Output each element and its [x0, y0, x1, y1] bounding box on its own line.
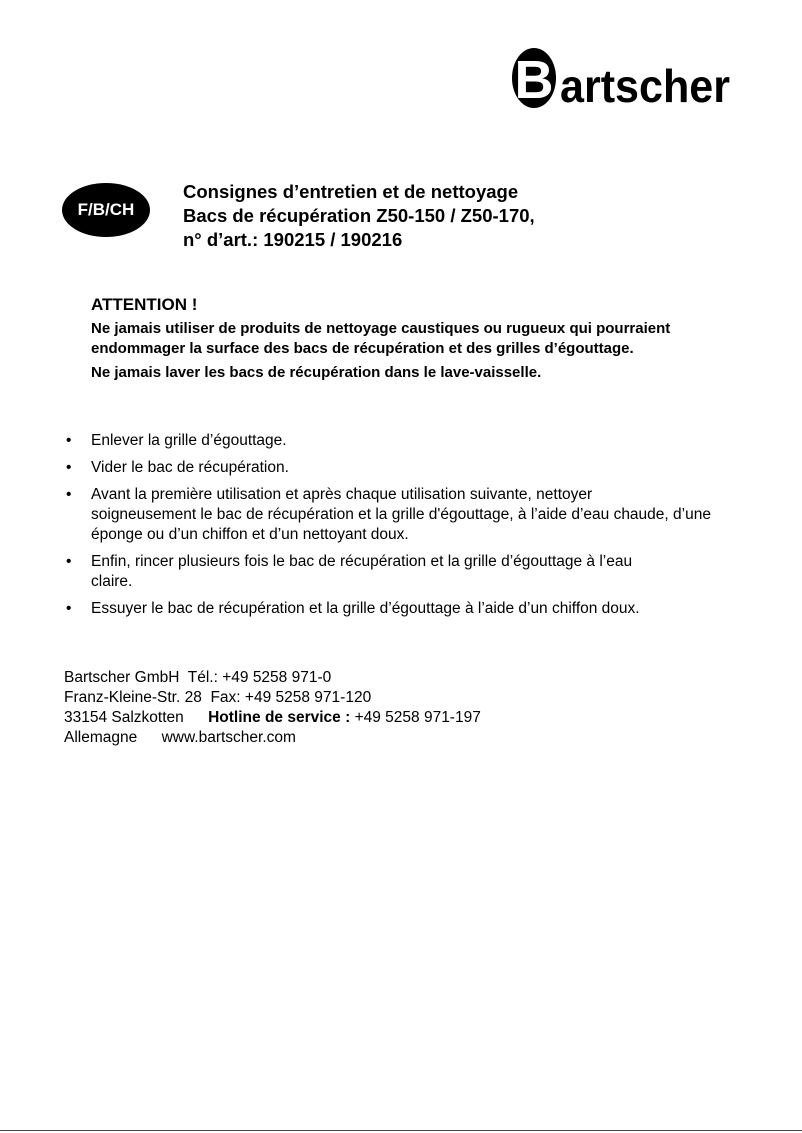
step-continuation: soigneusement le bac de récupération et la grille d'égouttage, à l’aide d’eau chaude, d’une éponge ou d’un chiffon et d’un nettoyant doux. [91, 506, 711, 543]
title-line-3: n° d’art.: 190215 / 190216 [183, 229, 403, 250]
list-item [63, 599, 713, 619]
fax-number: Fax: +49 5258 971-120 [210, 689, 372, 706]
attention-warning [91, 294, 711, 383]
step-text: Enfin, rincer plusieurs fois le bac de récupération et la grille d’égouttage à l’eau [91, 553, 633, 570]
list-item [63, 458, 713, 478]
website-link[interactable]: www.bartscher.com [161, 729, 296, 746]
title-line-1: Consignes d’entretien et de nettoyage [183, 181, 519, 202]
step-text: Vider le bac de récupération. [91, 459, 289, 476]
attention-paragraph-1: Ne jamais utiliser de produits de nettoyage caustiques ou rugueux qui pourraient endommager la surface des bacs de récupération et des grilles d’égouttage. [91, 320, 671, 357]
language-badge [62, 183, 150, 237]
list-item [63, 485, 713, 545]
attention-heading: ATTENTION ! [91, 295, 198, 314]
list-item [63, 431, 713, 451]
step-continuation: claire. [91, 573, 133, 590]
step-text: Enlever la grille d’égouttage. [91, 432, 287, 449]
contact-block [64, 668, 481, 748]
company-name: Bartscher GmbH [64, 669, 180, 686]
step-text: Essuyer le bac de récupération et la grille d’égouttage à l’aide d’un chiffon doux. [91, 600, 640, 617]
logo-text: artscher [560, 60, 731, 112]
cleaning-steps-list [63, 431, 713, 626]
language-badge-label: F/B/CH [77, 200, 135, 219]
bartscher-logo [510, 40, 732, 112]
phone-number: Tél.: +49 5258 971-0 [187, 669, 332, 686]
step-text: Avant la première utilisation et après chaque utilisation suivante, nettoyer [91, 486, 593, 503]
hotline-number: +49 5258 971-197 [354, 709, 481, 726]
logo-letter: B [514, 50, 554, 110]
attention-paragraph-2: Ne jamais laver les bacs de récupération dans le lave-vaisselle. [91, 364, 542, 381]
document-title [183, 180, 535, 252]
street-address: Franz-Kleine-Str. 28 [64, 689, 202, 706]
title-line-2: Bacs de récupération Z50-150 / Z50-170, [183, 205, 535, 226]
page-bottom-rule [0, 1130, 802, 1131]
hotline-label: Hotline de service : [208, 709, 351, 726]
city: 33154 Salzkotten [64, 709, 184, 726]
list-item [63, 552, 713, 592]
country: Allemagne [64, 729, 138, 746]
